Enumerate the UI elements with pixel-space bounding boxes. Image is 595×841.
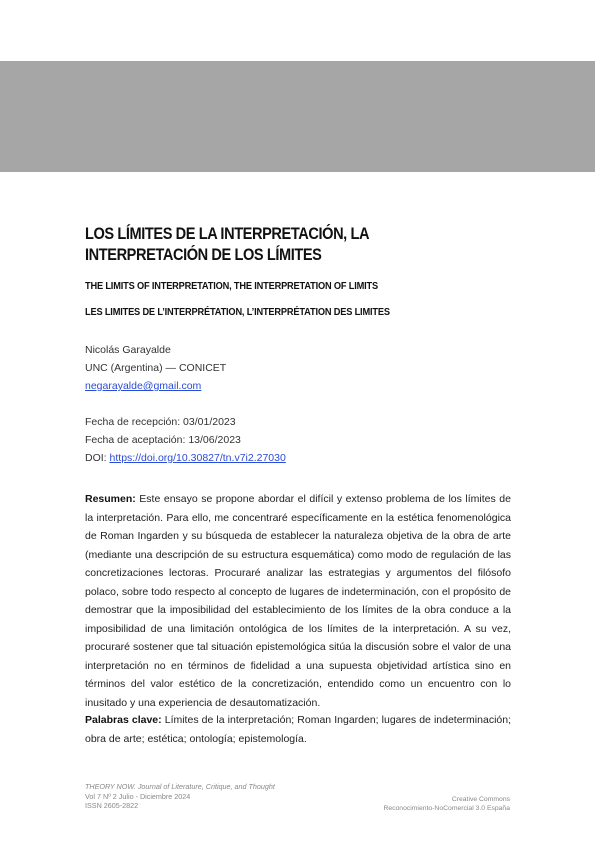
license-footer xyxy=(383,795,510,813)
accepted-date: Fecha de aceptación: 13/06/2023 xyxy=(85,434,241,446)
keywords xyxy=(85,711,511,748)
author-affiliation: UNC (Argentina) — CONICET xyxy=(85,362,227,374)
dates-block xyxy=(85,413,286,467)
received-date: Fecha de recepción: 03/01/2023 xyxy=(85,416,236,428)
journal-issn: ISSN 2605-2822 xyxy=(85,801,139,810)
article-title: LOS LÍMITES DE LA INTERPRETACIÓN, LA INTERPRETACIÓN DE LOS LÍMITES xyxy=(85,225,369,264)
journal-issue: Vol 7 Nº 2 Julio - Diciembre 2024 xyxy=(85,791,191,801)
article-title-french: LES LIMITES DE L’INTERPRÉTATION, L’INTERPRÉTATION DES LIMITES xyxy=(85,306,390,318)
doi-line xyxy=(85,449,286,467)
journal-name: THEORY NOW. Journal of Literature, Critique, and Thought xyxy=(85,782,275,791)
author-email-link[interactable]: negarayalde@gmail.com xyxy=(85,380,202,392)
author-block xyxy=(85,341,226,395)
article-title-english: THE LIMITS OF INTERPRETATION, THE INTERPRETATION OF LIMITS xyxy=(85,280,378,292)
abstract-text: Este ensayo se propone abordar el difícil y extenso problema de los límites de la interpretación. Para ello, me concentraré específicamente en la estética fenomenológica de Roman Ingarden y su búsqueda de establecer la naturaleza objetiva de la obra de arte (mediante una descripción de su estructura esquemática) como modo de regulación de las concretizaciones lectoras. Procuraré analizar las estrategias y argumentos del filósofo polaco, sobre todo respecto al concepto de lugares de indeterminación, con el propósito de demostrar que la imposibilidad del establecimiento de los límites de la obra conduce a la imposibilidad de una limitación ontológica de los límites de la interpretación. A su vez, procuraré sostener que tal situación epistemológica sitúa la discusión sobre el valor de una interpretación no en términos de fidelidad a una supuesta objetividad artística sino en términos del valor estético de la concretización, entendido como un encuentro con lo inusitado y una experiencia de desautomatización. xyxy=(85,493,511,709)
doi-link[interactable]: https://doi.org/10.30827/tn.v7i2.27030 xyxy=(109,452,286,464)
author-name: Nicolás Garayalde xyxy=(85,344,171,356)
keywords-text: Límites de la interpretación; Roman Ingarden; lugares de indeterminación; obra de arte; estética; ontología; epistemología. xyxy=(85,714,511,745)
header-banner xyxy=(0,61,595,172)
abstract-label: Resumen: xyxy=(85,493,136,505)
journal-footer xyxy=(85,782,275,811)
keywords-label: Palabras clave: xyxy=(85,714,162,726)
doi-label: DOI: xyxy=(85,452,110,464)
abstract xyxy=(85,490,511,712)
license-line-2: Reconocimiento-NoComercial 3.0 España xyxy=(383,805,510,812)
license-line-1: Creative Commons xyxy=(451,796,510,803)
